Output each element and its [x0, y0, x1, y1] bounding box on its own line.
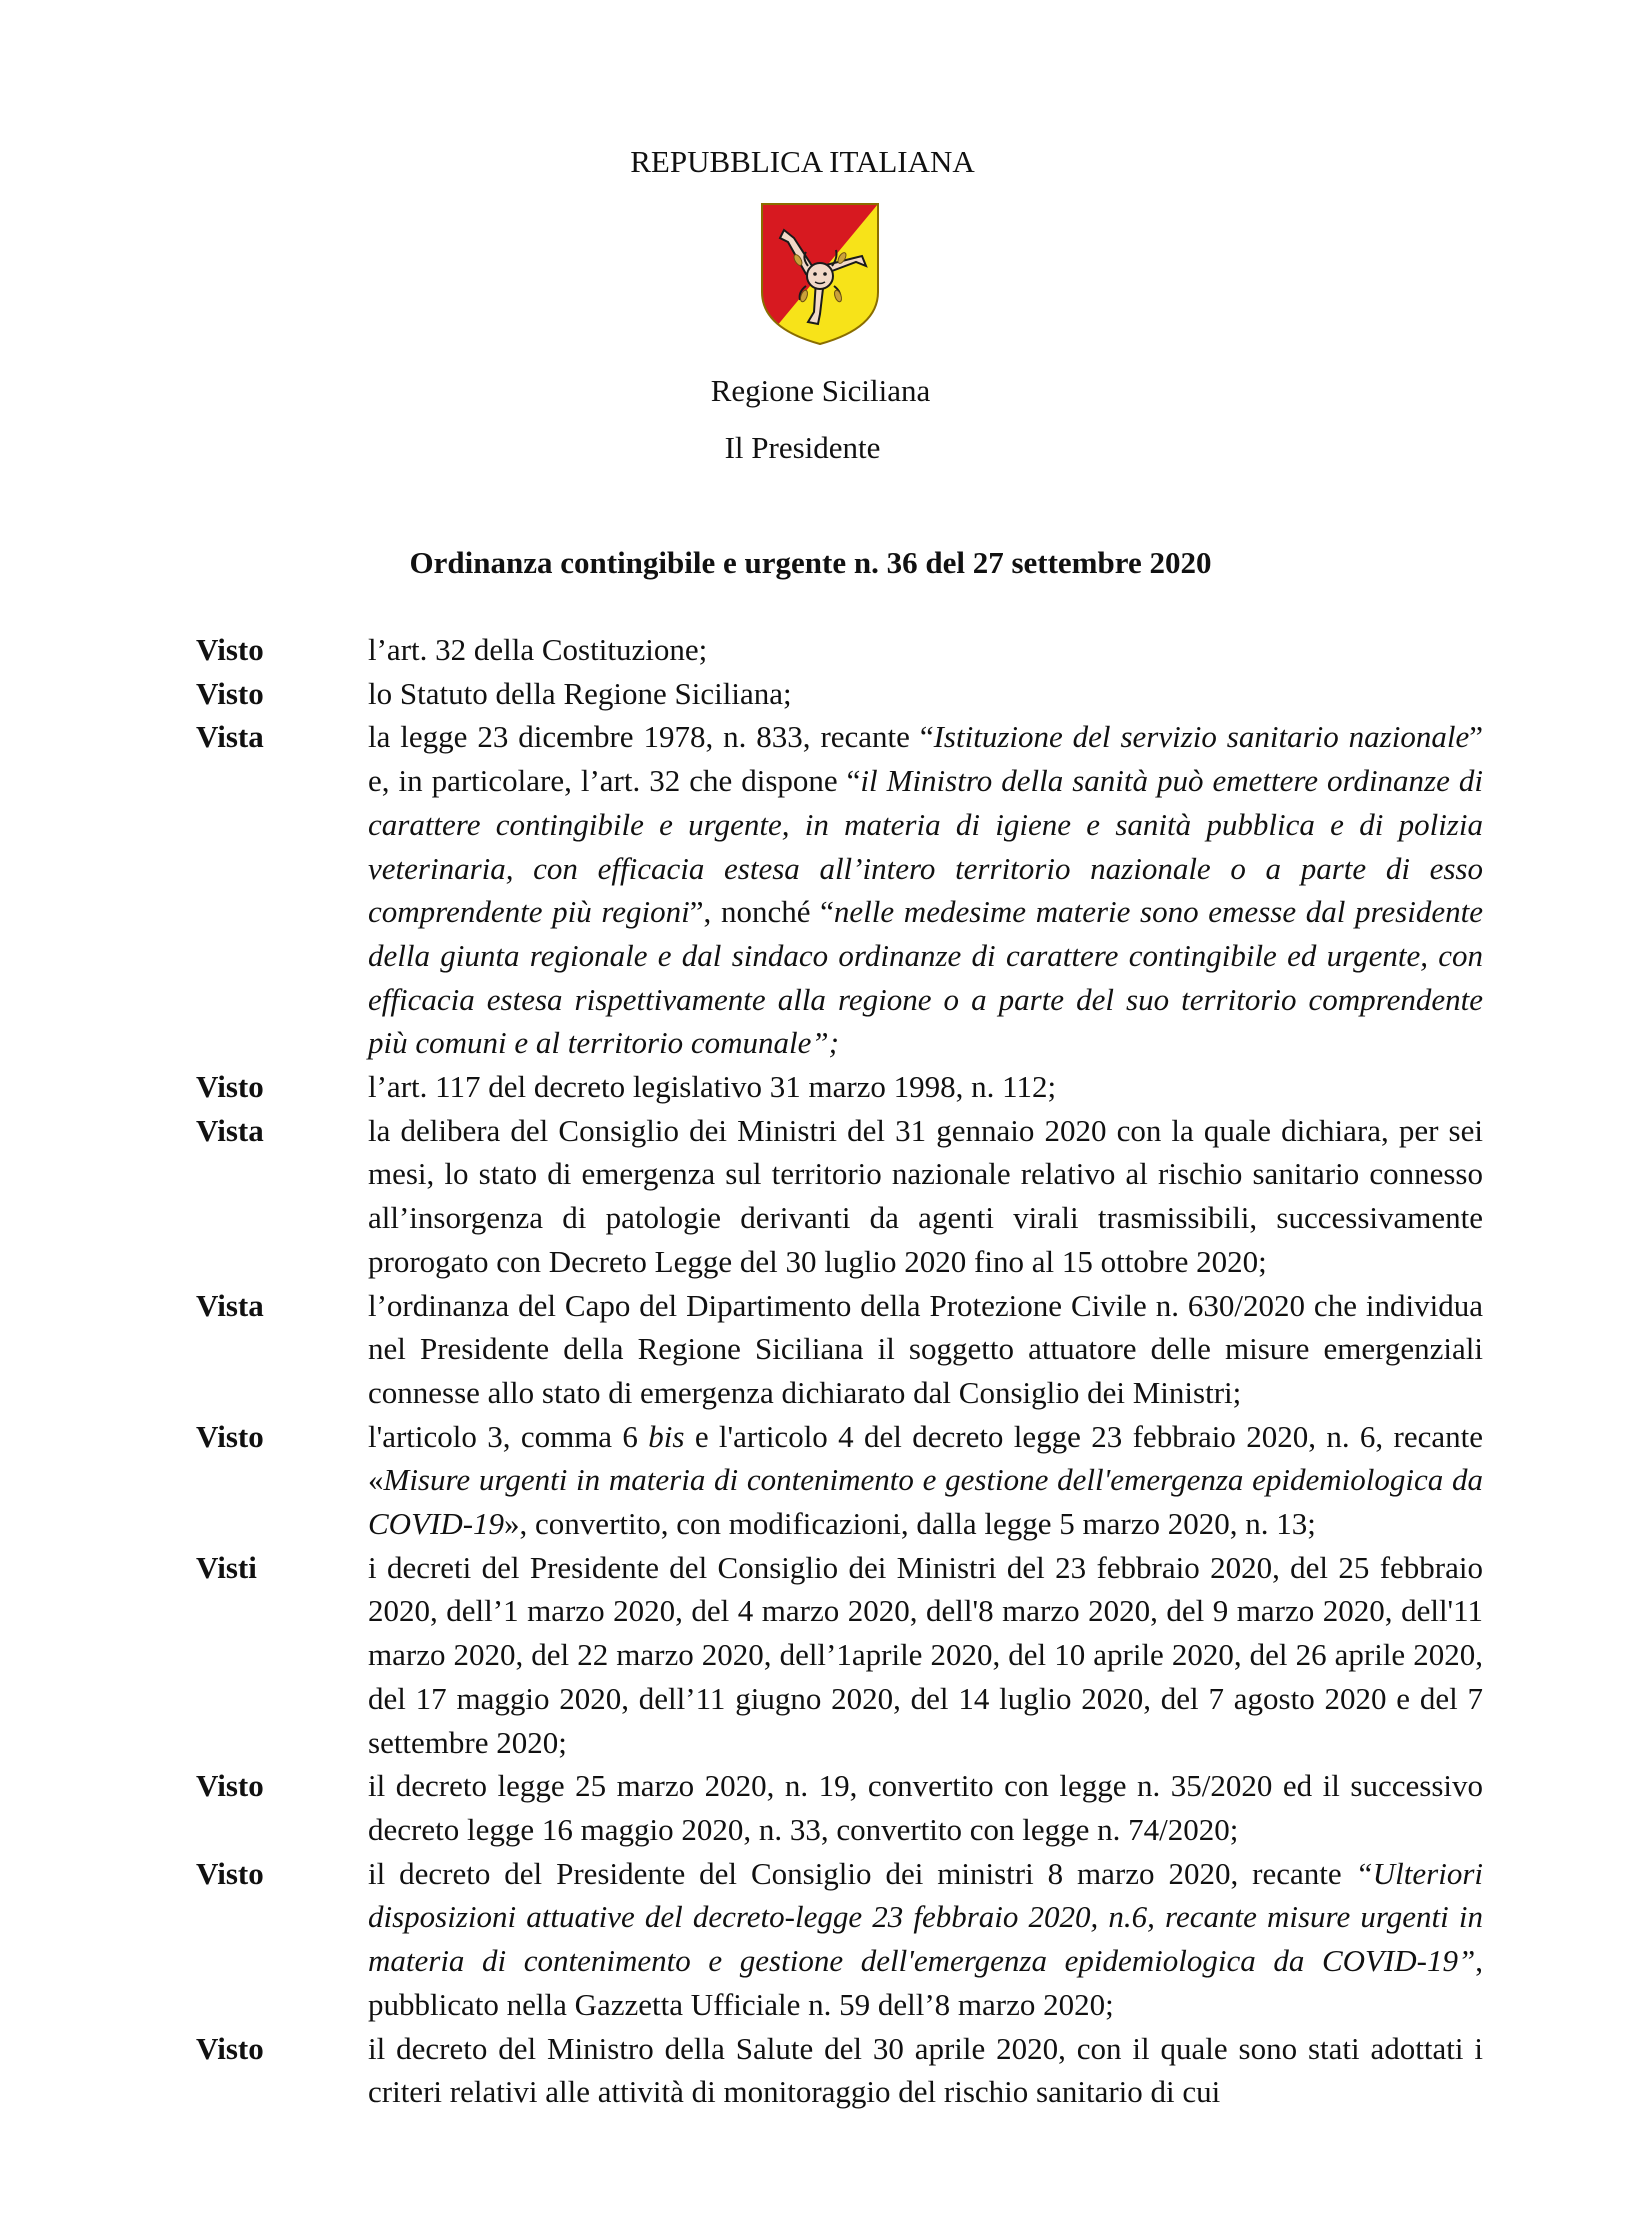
recital-label: Vista: [196, 1287, 264, 1323]
region-heading: Regione Siciliana: [710, 373, 931, 408]
president-heading: Il Presidente: [724, 430, 881, 465]
trinacria-emblem-icon: [758, 200, 882, 348]
recital-item: [0, 1065, 1641, 1109]
recital-label: Vista: [196, 1112, 264, 1148]
republic-heading: REPUBBLICA ITALIANA: [630, 144, 975, 179]
recital-label: Visto: [196, 1418, 264, 1454]
recital-label: Visto: [196, 1768, 264, 1804]
recital-text: la delibera del Consiglio dei Ministri del 31 gennaio 2020 con la quale dichiara, per sei mesi, lo stato di emergenza sul territorio nazionale relativo al rischio sanitario connesso all’insorgenza di patologie derivanti da agenti virali trasmissibili, successivamente prorogato con Decreto Legge del 30 luglio 2020 fino al 15 ottobre 2020;: [368, 1112, 1483, 1279]
recital-label: Vista: [196, 719, 264, 755]
recital-label: Visto: [196, 1069, 264, 1105]
recital-label: Visto: [196, 632, 264, 667]
recital-item: [0, 628, 1641, 672]
recital-label: Visti: [196, 1549, 257, 1585]
recital-text: l’art. 32 della Costituzione;: [368, 632, 708, 667]
recital-item: [0, 2027, 1641, 2114]
recitals-list: [0, 628, 1641, 2114]
recital-item: [0, 1546, 1641, 1765]
recital-item: [0, 1109, 1641, 1284]
recital-item: [0, 1764, 1641, 1851]
recital-item: [0, 672, 1641, 716]
recital-item: [0, 1415, 1641, 1546]
ordinance-title: Ordinanza contingibile e urgente n. 36 del 27 settembre 2020: [409, 545, 1212, 580]
recital-text: l'articolo 3, comma 6 bis e l'articolo 4 del decreto legge 23 febbraio 2020, n. 6, recante «Misure urgenti in materia di contenimento e gestione dell'emergenza epidemiologica da COVID-19», convertito, con modificazioni, dalla legge 5 marzo 2020, n. 13;: [368, 1418, 1484, 1542]
recital-text: l’art. 117 del decreto legislativo 31 marzo 1998, n. 112;: [368, 1069, 1057, 1105]
recital-item: [0, 1284, 1641, 1415]
recital-label: Visto: [196, 2030, 264, 2066]
recital-text: il decreto del Ministro della Salute del 30 aprile 2020, con il quale sono stati adottati i criteri relativi alle attività di monitoraggio del rischio sanitario di cui: [368, 2030, 1483, 2110]
recital-label: Visto: [196, 675, 264, 711]
recital-item: [0, 715, 1641, 1065]
recital-item: [0, 1852, 1641, 2027]
recital-text: il decreto del Presidente del Consiglio dei ministri 8 marzo 2020, recante “Ulteriori disposizioni attuative del decreto-legge 23 febbraio 2020, n.6, recante misure urgenti in materia di contenimento e gestione dell'emergenza epidemiologica da COVID-19”, pubblicato nella Gazzetta Ufficiale n. 59 dell’8 marzo 2020;: [368, 1855, 1483, 2022]
recital-text: il decreto legge 25 marzo 2020, n. 19, convertito con legge n. 35/2020 ed il successivo decreto legge 16 maggio 2020, n. 33, convertito con legge n. 74/2020;: [368, 1768, 1483, 1847]
recital-text: l’ordinanza del Capo del Dipartimento della Protezione Civile n. 630/2020 che individua nel Presidente della Regione Siciliana il soggetto attuatore delle misure emergenziali connesse allo stato di emergenza dichiarato dal Consiglio dei Ministri;: [368, 1287, 1483, 1410]
recital-text: lo Statuto della Regione Siciliana;: [368, 675, 792, 711]
recital-text: la legge 23 dicembre 1978, n. 833, recante “Istituzione del servizio sanitario nazionale” e, in particolare, l’art. 32 che dispone “il Ministro della sanità può emettere ordinanze di carattere contingibile e urgente, in materia di igiene e sanità pubblica e di polizia veterinaria, con efficacia estesa all’intero territorio nazionale o a parte di esso comprendente più regioni”, nonché “nelle medesime materie sono emesse dal presidente della giunta regionale e dal sindaco ordinanze di carattere contingibile ed urgente, con efficacia estesa rispettivamente alla regione o a parte del suo territorio comprendente più comuni e al territorio comunale”;: [368, 719, 1483, 1061]
recital-label: Visto: [196, 1855, 264, 1891]
recital-text: i decreti del Presidente del Consiglio dei Ministri del 23 febbraio 2020, del 25 febbraio 2020, dell’1 marzo 2020, del 4 marzo 2020, dell'8 marzo 2020, del 9 marzo 2020, dell'11 marzo 2020, del 22 marzo 2020, dell’1aprile 2020, del 10 aprile 2020, del 26 aprile 2020, del 17 maggio 2020, dell’11 giugno 2020, del 14 luglio 2020, del 7 agosto 2020 e del 7 settembre 2020;: [368, 1549, 1483, 1760]
